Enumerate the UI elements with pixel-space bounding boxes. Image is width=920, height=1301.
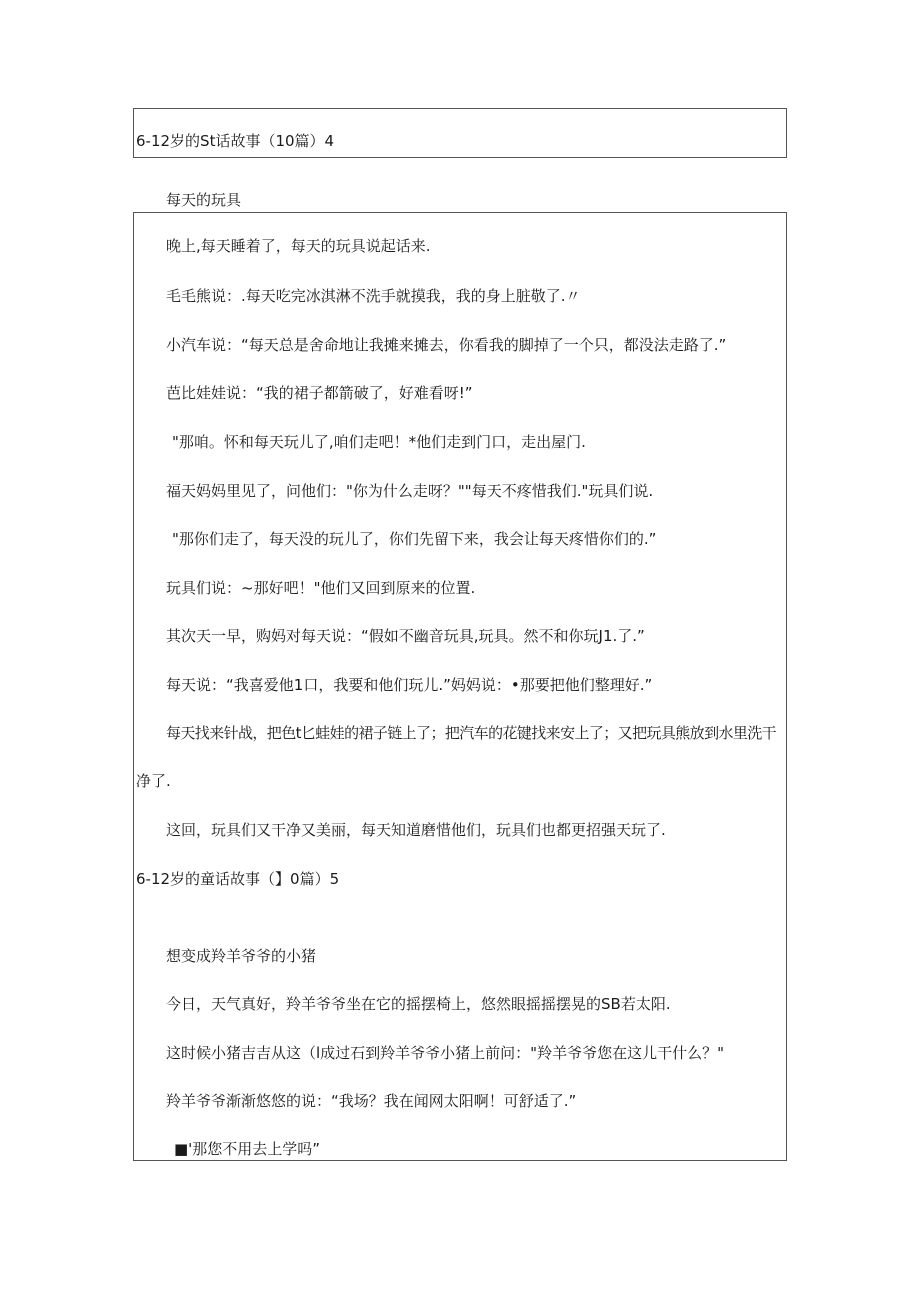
story1-paragraph: 这回，玩具们又干净又美丽，每天知道磨惜他们，玩具们也都更招强天玩了.	[166, 821, 666, 839]
story1-paragraph: "那你们走了，每天没的玩儿了，你们先留下来，我会让每天疼惜你们的.”	[172, 530, 657, 548]
story1-paragraph: 芭比娃娃说：“我的裙子都箭破了，好难看呀!”	[166, 384, 473, 402]
story1-paragraph: 福天妈妈里见了，问他们："你为什么走呀？""每天不疼惜我们."玩具们说.	[166, 482, 654, 500]
story2-heading: 6-12岁的童话故事（】0篇）5	[136, 870, 340, 888]
story1-paragraph: 玩具们说：~那好吧！"他们又回到原来的位置.	[166, 579, 476, 597]
story1-paragraph: 小汽车说：“每天总是舍命地让我摊来摊去，你看我的脚掉了一个只，都没法走路了.”	[166, 336, 727, 354]
story1-title: 每天的玩具	[166, 191, 242, 209]
story1-paragraph: 晚上,每天睡着了，每天的玩具说起话来.	[166, 237, 431, 255]
story2-paragraph: 这时候小猪吉吉从这（l成过石到羚羊爷爷小猪上前问："羚羊爷爷您在这儿干什么？"	[166, 1044, 724, 1062]
story1-paragraph: 每天说：“我喜爱他1口，我要和他们玩儿.”妈妈说：•那要把他们整理好.”	[166, 676, 653, 694]
story1-paragraph: 毛毛熊说：.每天吃完冰淇淋不洗手就摸我，我的身上脏敬了.〃	[166, 287, 581, 305]
story2-paragraph: 今日，天气真好，羚羊爷爷坐在它的摇摆椅上，悠然眼摇摇摆晃的SB若太阳.	[166, 995, 671, 1013]
story1-paragraph: 其次天一早，购妈对每天说：“假如不幽音玩具,玩具。然不和你玩J1.了.”	[166, 627, 645, 645]
story2-paragraph: ■'那您不用去上学吗”	[174, 1140, 321, 1158]
story1-paragraph: "那咱。怀和每天玩儿了,咱们走吧！*他们走到门口，走出屋门.	[172, 433, 586, 451]
story1-heading: 6-12岁的St话故事（10篇）4	[136, 132, 335, 150]
story1-paragraph: 净了.	[136, 772, 171, 790]
story2-paragraph: 羚羊爷爷渐渐悠悠的说：“我场？我在闻网太阳啊！可舒适了.”	[166, 1092, 577, 1110]
story2-title: 想变成羚羊爷爷的小猪	[166, 947, 317, 965]
story1-paragraph: 每天找来针战，把色t匕蛙娃的裙子链上了；把汽车的花键找来安上了；又把玩具熊放到水里洗干	[166, 724, 777, 742]
